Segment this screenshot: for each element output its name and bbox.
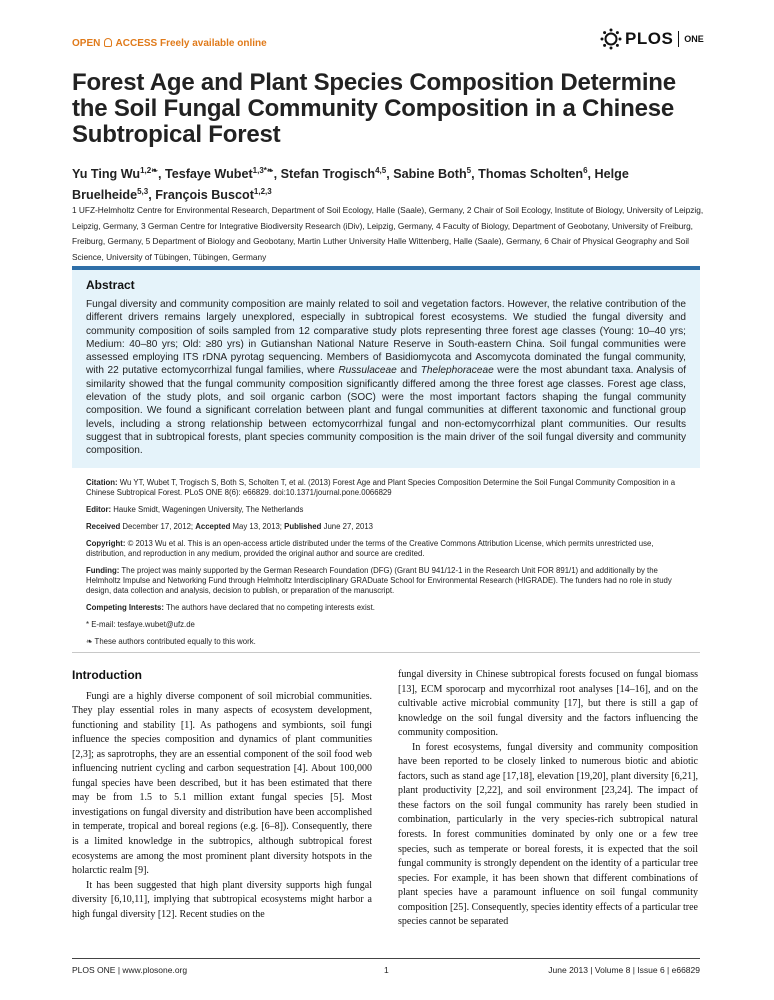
section-heading-introduction: Introduction [72, 668, 142, 682]
paragraph: It has been suggested that high plant diversity supports high fungal diversity [6,10,11], implying that subtropical ecosystems might harbor a high fungal diversity [12]. Recent studies on the [72, 879, 372, 920]
paragraph: In forest ecosystems, fungal diversity and community composition have been reported to be closely linked to numerous biotic and abiotic factors, such as stand age [17,18], elevation [19,20], plant diversity [6,21], plant productivity [2,22], and soil environment [23,24]. The impact of these factors on the soil fungal community has rarely been studied in combination, particularly in the very species-rich subtropical natural forests. In forest communities dominated by only one or a few tree species, such as temperate or boreal forests, it is expected that the soil fungal community is strongly dependent on the identity of a particular tree species. For example, it has been shown that different combinations of plant species have a paramount influence on soil fungal community composition [25]. Consequently, species identity effects of a particular tree species cannot be separated [398, 741, 698, 928]
author-affiliation-marker: 4,5 [375, 166, 387, 175]
body-column-left [72, 668, 372, 922]
author-affiliation-marker: 5,3 [137, 187, 149, 197]
paragraph: fungal diversity in Chinese subtropical forests focused on fungal biomass [13], ECM sporocarp and mycorrhizal root analyses [14–16], and on the cultivable active microbial community [17], but there is still a gap of knowledge on the soil fungal diversity and the factors influencing the community composition. [398, 669, 698, 739]
author-name: Tesfaye Wubet [164, 167, 253, 182]
author-affiliation-marker: 1,2,3 [253, 187, 272, 197]
author-name: Sabine Both [393, 167, 467, 182]
article-title: Forest Age and Plant Species Composition Determine the Soil Fungal Community Composition in a Chinese Subtropical Forest [72, 69, 676, 148]
paragraph: Fungi are a highly diverse component of soil microbial communities. They play essential roles in many aspects of ecosystem development, functioning and stability [1]. As pathogens and symbionts, soil fungi influence the species composition and dynamics of plant communities [2,3]; as saprotrophs, they are an essential component of the soil food web influencing nutrient cycling and carbon sequestration [4]. About 100,000 fungal species have been described, but it has been estimated that there may be from 1.5 to 5.1 million extant fungal species [5]. Most investigations on fungal diversity and distribution have been accomplished in temperate, tropical and boreal regions (e.g. [6–8]). Consequently, there is a limited knowledge in the subtropics, although subtropical forest ecosystems are among the most prominent plant diversity hotspots in the holarctic realm [9]. [72, 690, 372, 877]
author-name: Helge Bruelheide [72, 167, 629, 203]
funding: Funding: The project was mainly supported by the German Research Foundation (DFG) (Grant BU 941/12-1 in the Research Unit FOR 891/1) and additionally by the Helmholtz Impulse and Networking Fund through Helmholtz Interdisciplinary GRADuate School for Environmental Research (HIGRADE). The funders had no role in study design, data collection and analysis, decision to publish, or preparation of the manuscript. [86, 565, 672, 596]
open-access-banner [72, 38, 267, 49]
plos-wordmark: PLOS [625, 29, 674, 48]
abstract-heading: Abstract [86, 278, 135, 292]
body-column-right [398, 668, 698, 930]
open-access-label-2: ACCESS Freely available online [115, 38, 267, 49]
open-lock-icon [104, 38, 112, 47]
author-name: François Buscot [155, 188, 254, 203]
journal-logo [600, 28, 704, 50]
corresponding-email[interactable]: * E-mail: tesfaye.wubet@ufz.de [86, 619, 195, 629]
footer-divider [72, 958, 700, 959]
citation: Citation: Wu YT, Wubet T, Trogisch S, Both S, Scholten T, et al. (2013) Forest Age and Plant Species Composition Determine the Soil Fungal Community Composition in a Chinese Subtropical Forest. PLoS ONE 8(6): e66829. doi:10.1371/journal.pone.0066829 [86, 478, 676, 498]
affiliations: 1 UFZ-Helmholtz Centre for Environmental Research, Department of Soil Ecology, Halle (Saale), Germany, 2 Chair of Soil Ecology, Institute of Biology, University of Leipzig, Leipzig, Germany, 3 German Centre for Integrative Biodiversity Research (iDiv), Leipzig, Germany, 4 Faculty of Biology, Department of Geobotany, University of Freiburg, Freiburg, Germany, 5 Department of Biology and Geobotany, Martin Luther University Halle Wittenberg, Halle (Saale), Germany, 6 Chair of Physical Geography and Soil Science, University of Tübingen, Tübingen, Germany [72, 205, 704, 262]
author-list: Yu Ting $Wu^{1,2❧}$, Tesfaye Wubet$^{1,3*❧}$, Stefan Trogisch$^{4,5}$, Sabine Both$^5$, Thomas Scholten$^6$, Helge Bruelheide$^{5,3}$, François Buscot$^{1,2,3}$ [72, 166, 629, 203]
plos-sun-icon [600, 28, 622, 50]
article-metadata [86, 478, 691, 654]
author-affiliation-marker: 1,3*❧ [252, 166, 274, 175]
page-number: 1 [384, 965, 389, 975]
author-name: Stefan Trogisch [280, 167, 376, 182]
author-affiliation-marker: 1,2❧ [140, 166, 158, 175]
equal-contribution-note: ❧ These authors contributed equally to this work. [86, 636, 256, 646]
footer-issue: June 2013 | Volume 8 | Issue 6 | e66829 [548, 965, 700, 975]
author-name: Thomas Scholten [478, 167, 584, 182]
copyright: Copyright: © 2013 Wu et al. This is an open-access article distributed under the terms of the Creative Commons Attribution License, which permits unrestricted use, distribution, and reproduction in any medium, provided the original author and source are credited. [86, 538, 654, 558]
author-affiliation-marker: 6 [583, 166, 588, 175]
author-affiliation-marker: 5 [466, 166, 472, 175]
divider [72, 652, 700, 653]
competing-interests: Competing Interests: The authors have declared that no competing interests exist. [86, 603, 375, 613]
dates: Received December 17, 2012; Accepted May 13, 2013; Published June 27, 2013 [86, 521, 373, 531]
open-access-label: OPEN [72, 38, 101, 49]
footer-journal: PLOS ONE | www.plosone.org [72, 965, 188, 975]
abstract-box [72, 266, 700, 468]
author-name: Yu Ting Wu [72, 167, 141, 182]
logo-divider [678, 31, 679, 47]
abstract-text: Fungal diversity and community composition are mainly related to soil and vegetation factors. However, the relative contribution of the different drivers remains largely unexplored, especially in subtropical forest ecosystems. We studied the fungal diversity and community composition of soils sampled from 12 comparative study plots representing three forest age classes (Young: 10–40 yrs; Medium: 40–80 yrs; Old: ≥80 yrs) in Gutianshan National Nature Reserve in South-eastern China. Soil fungal communities were assessed employing ITS rDNA pyrotag sequencing. Members of Basidiomycota and Ascomycota dominated the fungal community, with 22 putative ectomycorrhizal fungal families, where Russulaceae and Thelephoraceae were the most abundant taxa. Analysis of similarity showed that the fungal community composition significantly differed among the three forest age classes. Forest age class, elevation of the study plots, and soil organic carbon (SOC) were the most important factors shaping the fungal community composition. We found a significant correlation between plant and fungal communities at different taxonomic and functional group levels, including a strong relationship between ectomycorrhizal fungal and non-ectomycorrhizal plant communities. Our results suggest that in subtropical forests, plant species community composition is the main driver of the soil fungal diversity and community composition. [86, 299, 687, 457]
editor: Editor: Hauke Smidt, Wageningen University, The Netherlands [86, 505, 304, 515]
plos-one-label: ONE [684, 34, 704, 44]
